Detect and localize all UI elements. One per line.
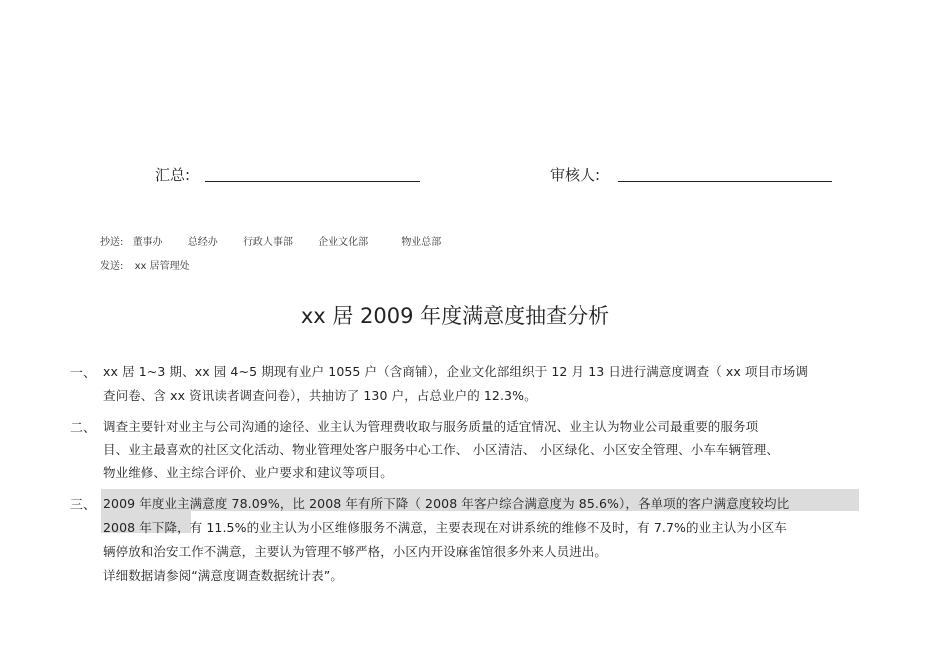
- section-number: 二、: [70, 421, 97, 436]
- section-line: 查问卷、含 xx 资讯读者调查问卷），共抽访了 130 户，占总业户的 12.3%。: [103, 388, 537, 403]
- cc-recipient: 物业总部: [401, 237, 442, 248]
- reviewer-label: 审核人:: [550, 166, 601, 184]
- section-line: 辆停放和治安工作不满意，主要认为管理不够严格，小区内开设麻雀馆很多外来人员进出。: [103, 544, 608, 559]
- cc-recipient: 企业文化部: [318, 237, 369, 248]
- document-title: xx 居 2009 年度满意度抽查分析: [300, 304, 610, 328]
- cc-row: [100, 233, 463, 248]
- cc-recipient: 行政人事部: [242, 237, 293, 248]
- send-label: 发送:: [100, 261, 124, 272]
- section-number: 三、: [70, 498, 97, 513]
- section-line: 2008 年下降，有 11.5%的业主认为小区维修服务不满意，主要表现在对讲系统的维修不及时，有 7.7%的业主认为小区车: [103, 520, 787, 535]
- section-line: 目、业主最喜欢的社区文化活动、物业管理处客户服务中心工作、 小区清洁、 小区绿化、小区安全管理、小车车辆管理、: [103, 442, 779, 457]
- summary-signature-line: [205, 181, 420, 182]
- section-line: 物业维修、业主综合评价、业户要求和建议等项目。: [103, 465, 393, 480]
- section-line: 2009 年度业主满意度 78.09%，比 2008 年有所下降（ 2008 年客户综合满意度为 85.6%），各单项的客户满意度较均比: [103, 496, 790, 511]
- send-row: [100, 257, 212, 272]
- reviewer-signature-line: [618, 181, 832, 182]
- section-number: 一、: [70, 366, 97, 381]
- cc-recipient: 总经办: [187, 237, 218, 248]
- section-line: 调查主要针对业主与公司沟通的途径、业主认为管理费收取与服务质量的适宜情况、业主认为物业公司最重要的服务项: [103, 419, 759, 434]
- cc-label: 抄送:: [100, 237, 124, 248]
- section-line: 详细数据请参阅“满意度调查数据统计表”。: [103, 568, 343, 583]
- section-line: xx 居 1~3 期、xx 园 4~5 期现有业户 1055 户（含商铺），企业文化部组织于 12 月 13 日进行满意度调查（ xx 项目市场调: [103, 364, 808, 379]
- summary-label: 汇总:: [155, 166, 191, 184]
- cc-recipient: 董事办: [132, 237, 163, 248]
- send-recipient: xx 居管理处: [134, 261, 190, 272]
